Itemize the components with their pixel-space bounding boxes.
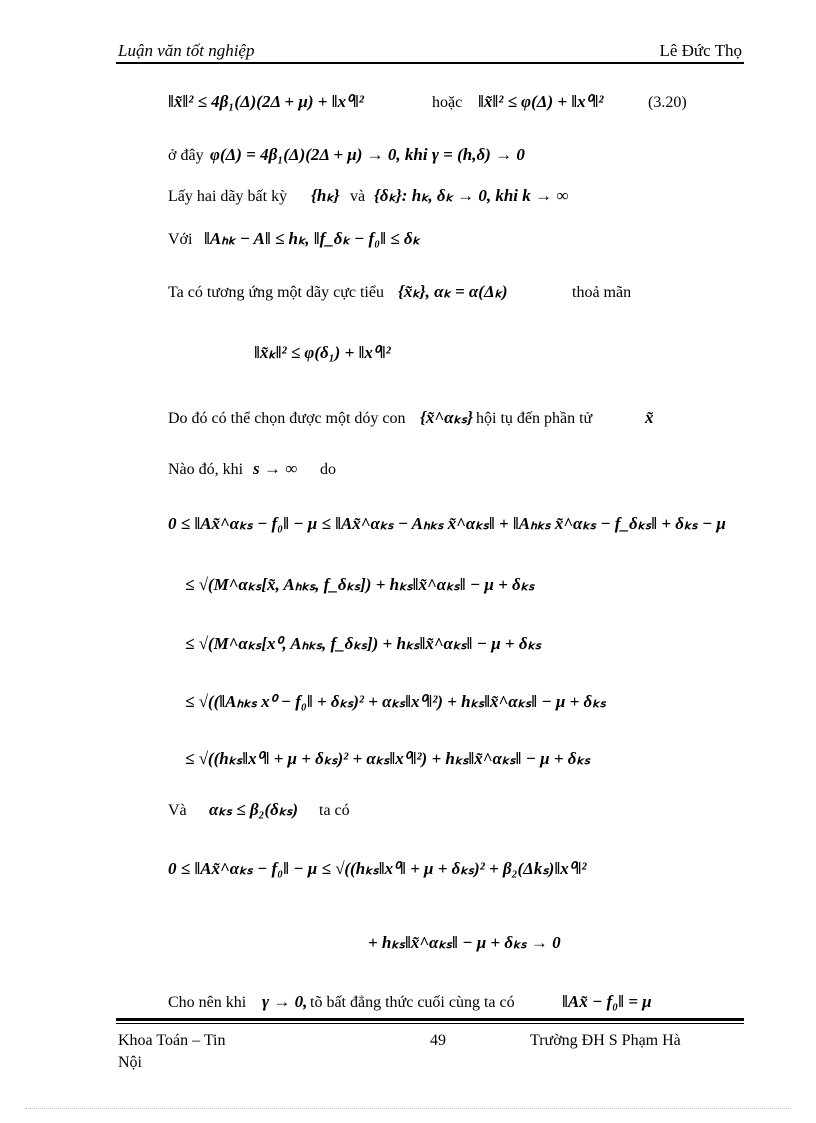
derivation-line-1: 0 ≤ ‖Ax̃^αₖₛ − f₀‖ − μ ≤ ‖Ax̃^αₖₛ − Aₕₖₛ x̃^αₖₛ‖ + ‖Aₕₖₛ x̃^αₖₛ − f_δₖₛ‖ + δₖₛ − μ (168, 514, 726, 533)
equation-line-12a: γ → 0, (262, 992, 308, 1011)
text-va: và (350, 188, 366, 205)
equation-line-5: {x̃ₖ}, αₖ = α(Δₖ) (398, 282, 508, 301)
derivation-line-2: ≤ √(M^αₖₛ[x̃, Aₕₖₛ, f_δₖₛ]) + hₖₛ‖x̃^αₖₛ‖ − μ + δₖₛ (185, 575, 535, 594)
text-ta-co: ta có (319, 802, 350, 819)
text-line-5: Ta có tương ứng một dãy cực tiểu (168, 284, 384, 301)
equation-line-4: ‖Aₕₖ − A‖ ≤ hₖ, ‖f_δₖ − f₀‖ ≤ δₖ (204, 229, 420, 248)
header-title: Luận văn tốt nghiệp (118, 41, 255, 60)
text-va-2: Và (168, 802, 187, 819)
derivation-line-6: 0 ≤ ‖Ax̃^αₖₛ − f₀‖ − μ ≤ √((hₖₛ‖x⁰‖ + μ + δₖₛ)² + β₂(Δkₛ)‖x⁰‖² (168, 859, 587, 878)
footer-rule-thin (116, 1023, 744, 1024)
text-line-7: Do đó có thể chọn được một dóy con (168, 410, 406, 427)
equation-line-6: ‖x̃ₖ‖² ≤ φ(δ₁) + ‖x⁰‖² (254, 343, 391, 362)
text-thoa-man: thoả mãn (572, 284, 632, 301)
equation-number: (3.20) (648, 94, 687, 111)
equation-line-8: s → ∞ (253, 459, 298, 478)
page-edge (25, 1108, 791, 1109)
text-cho-nen: Cho nên khi (168, 994, 247, 1011)
equation-line-1a: ‖x̃‖² ≤ 4β₁(Δ)(2Δ + μ) + ‖x⁰‖² (168, 92, 364, 111)
derivation-line-3: ≤ √(M^αₖₛ[x⁰, Aₕₖₛ, f_δₖₛ]) + hₖₛ‖x̃^αₖₛ‖ − μ + δₖₛ (185, 634, 542, 653)
equation-line-12b: ‖Ax̃ − f₀‖ = μ (562, 992, 652, 1011)
text-hoi-tu: hội tụ đến phần tử (476, 410, 593, 427)
equation-line-1b: ‖x̃‖² ≤ φ(Δ) + ‖x⁰‖² (478, 92, 604, 111)
derivation-line-5: ≤ √((hₖₛ‖x⁰‖ + μ + δₖₛ)² + αₖₛ‖x⁰‖²) + hₖₛ‖x̃^αₖₛ‖ − μ + δₖₛ (185, 749, 591, 768)
page-number: 49 (430, 1032, 446, 1049)
text-line-3: Lấy hai dãy bất kỳ (168, 188, 288, 205)
equation-line-3a: {hₖ} (311, 186, 340, 205)
text-voi: Với (168, 231, 193, 248)
text-hoac: hoặc (432, 94, 463, 111)
text-line-12: tõ bất đẳng thức cuối cùng ta có (310, 994, 515, 1011)
footer-faculty: Khoa Toán – Tin (118, 1032, 226, 1049)
text-o-day: ở đây (168, 147, 204, 164)
header-author: Lê Đức Thọ (659, 41, 742, 60)
footer-university: Trường ĐH S Phạm Hà (530, 1032, 681, 1049)
derivation-line-4: ≤ √((‖Aₕₖₛ x⁰ − f₀‖ + δₖₛ)² + αₖₛ‖x⁰‖²) + hₖₛ‖x̃^αₖₛ‖ − μ + δₖₛ (185, 692, 606, 711)
equation-line-2: φ(Δ) = 4β₁(Δ)(2Δ + μ) → 0, khi γ = (h,δ) → 0 (210, 145, 525, 164)
footer-faculty-line2: Nội (118, 1054, 142, 1071)
equation-line-9: αₖₛ ≤ β₂(δₖₛ) (209, 800, 299, 819)
equation-line-7: {x̃^αₖₛ} (420, 408, 474, 427)
equation-x-tilde: x̃ (645, 408, 654, 427)
derivation-line-7: + hₖₛ‖x̃^αₖₛ‖ − μ + δₖₛ → 0 (368, 933, 561, 952)
footer-rule (116, 1018, 744, 1021)
equation-line-3b: {δₖ}: hₖ, δₖ → 0, khi k → ∞ (374, 186, 569, 205)
text-nao-do: Nào đó, khi (168, 461, 244, 478)
text-do: do (320, 461, 336, 478)
header-rule (116, 62, 744, 64)
